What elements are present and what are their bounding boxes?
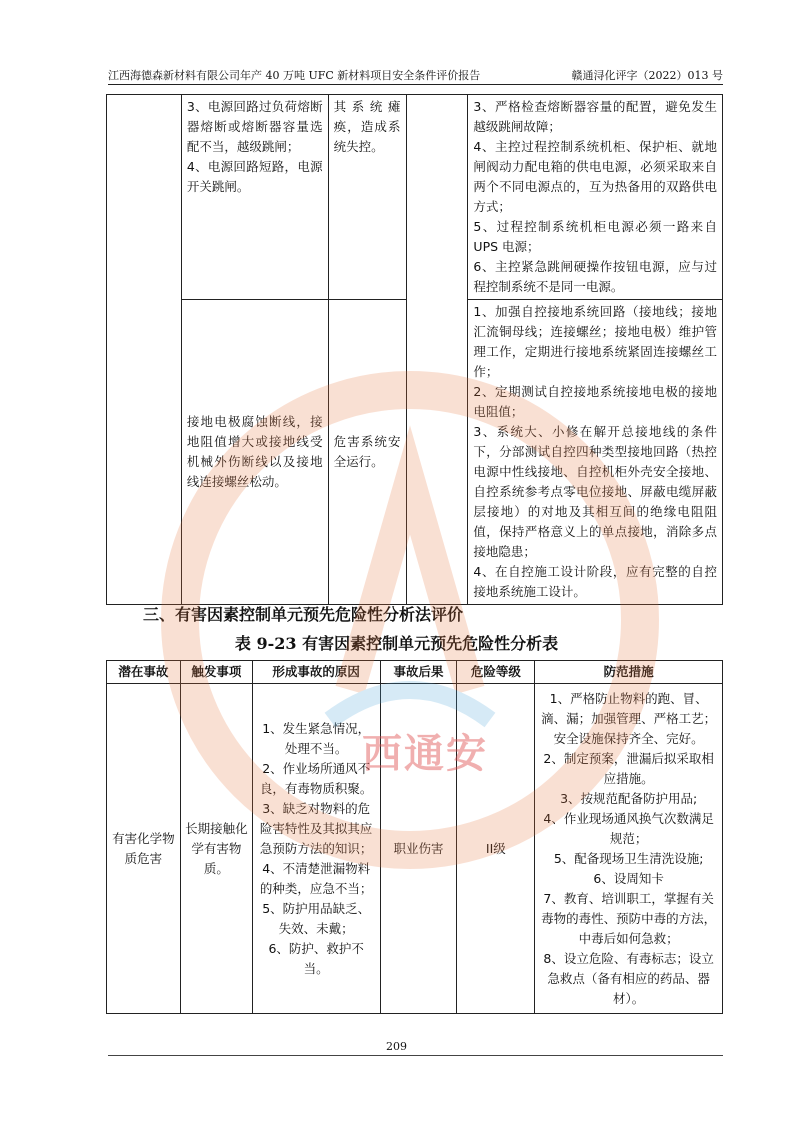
page-number: 209	[386, 1040, 407, 1053]
column-header: 事故后果	[380, 661, 457, 684]
footer-divider	[108, 1055, 723, 1056]
cause-cell: 3、电源回路过负荷熔断器熔断或熔断器容量选配不当，越级跳闸； 4、电源回路短路，电源开关跳闸。	[181, 95, 328, 300]
column-header: 潜在事故	[107, 661, 181, 684]
trigger-cell: 长期接触化学有害物质。	[180, 684, 252, 1014]
continuation-table	[106, 94, 723, 605]
blank-cell	[406, 95, 468, 605]
table-title: 表 9-23 有害因素控制单元预先危险性分析表	[234, 634, 559, 653]
header-report-number: 赣通浔化评字（2022）013 号	[571, 69, 723, 82]
risk-level-cell: II级	[457, 684, 535, 1014]
consequence-cell: 职业伤害	[380, 684, 457, 1014]
page-header	[108, 68, 723, 85]
consequence-cell: 危害系统安全运行。	[328, 300, 406, 605]
measures-cell: 1、严格防止物料的跑、冒、滴、漏；加强管理、严格工艺；安全设施保持齐全、完好。 2、制定预案，泄漏后拟采取相应措施。 3、按规范配备防护用品; 4、作业现场通风换气次数满足规范； 5、配备现场卫生清洗设施; 6、设周知卡 7、教育、培训职工，掌握有关毒物的毒性、预防中毒的方法，中毒后如何急救； 8、设立危险、有毒标志；设立急救点（备有相应的药品、器材）。	[535, 684, 723, 1014]
header-report-title: 江西海德森新材料有限公司年产 40 万吨 UFC 新材料项目安全条件评价报告	[108, 69, 481, 82]
column-header: 形成事故的原因	[252, 661, 380, 684]
causes-cell: 1、发生紧急情况，处理不当。 2、作业场所通风不良，有毒物质积聚。 3、缺乏对物料的危险害特性及其拟其应急预防方法的知识； 4、不清楚泄漏物料的种类，应急不当； 5、防护用品缺乏、失效、未戴； 6、防护、救护不当。	[252, 684, 380, 1014]
measures-cell: 3、严格检查熔断器容量的配置，避免发生越级跳闸故障； 4、主控过程控制系统机柜、保护柜、就地闸阀动力配电箱的供电电源，必须采取来自两个不同电源点的，互为热备用的双路供电方式； 5、过程控制系统机柜电源必须一路来自 UPS 电源； 6、主控紧急跳闸硬操作按钮电源，应与过程控制系统不是同一电源。	[468, 95, 723, 300]
pha-table	[106, 660, 723, 1014]
cause-cell: 接地电极腐蚀断线，接地阻值增大或接地线受机械外伤断线以及接地线连接螺丝松动。	[181, 300, 328, 605]
consequence-cell: 其系统瘫痪，造成系统失控。	[328, 95, 406, 300]
accident-cell: 有害化学物质危害	[107, 684, 181, 1014]
blank-cell	[107, 95, 182, 605]
column-header: 防范措施	[535, 661, 723, 684]
watermark-text: 西通安	[362, 731, 488, 777]
table-row	[107, 95, 723, 300]
measures-cell: 1、加强自控接地系统回路（接地线；接地汇流铜母线；连接螺丝；接地电极）维护管理工作，定期进行接地系统紧固连接螺丝工作； 2、定期测试自控接地系统接地电极的接地电阻值； 3、系统大、小修在解开总接地线的条件下，分部测试自控四种类型接地回路（热控电源中性线接地、自控机柜外壳安全接地、自控系统参考点零电位接地、屏蔽电缆屏蔽层接地）的对地及其相互间的绝缘电阻阻值，保持严格意义上的单点接地，消除多点接地隐患； 4、在自控施工设计阶段，应有完整的自控接地系统施工设计。	[468, 300, 723, 605]
table-header-row	[107, 661, 723, 684]
section-title: 三、有害因素控制单元预先危险性分析法评价	[143, 605, 464, 624]
column-header: 触发事项	[180, 661, 252, 684]
column-header: 危险等级	[457, 661, 535, 684]
